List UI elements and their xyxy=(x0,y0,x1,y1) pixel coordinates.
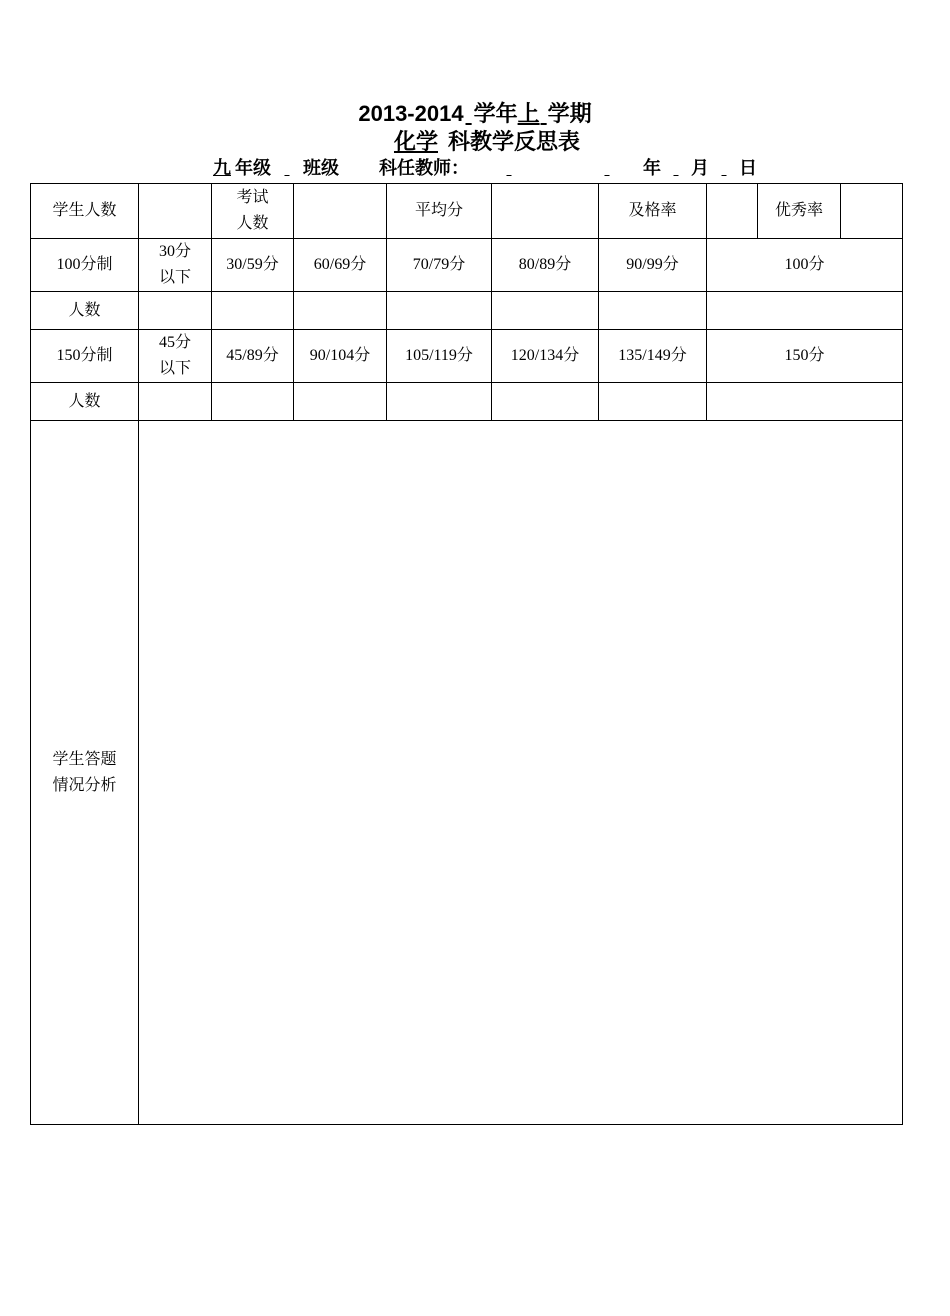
range-100-cell: 30/59分 xyxy=(212,239,294,292)
count-150-input[interactable] xyxy=(492,383,599,421)
count-150-input[interactable] xyxy=(139,383,212,421)
excellent-rate-label: 优秀率 xyxy=(757,184,841,238)
term-field[interactable]: 上 xyxy=(517,101,540,126)
grade-field[interactable]: 九 xyxy=(213,158,231,178)
teacher-field[interactable] xyxy=(469,156,549,180)
class-field[interactable] xyxy=(271,156,303,180)
month-field[interactable] xyxy=(661,156,691,180)
range-150-cell: 120/134分 xyxy=(492,330,599,383)
excellent-rate-value[interactable] xyxy=(841,184,902,238)
average-value[interactable] xyxy=(492,184,599,239)
count-150-row xyxy=(31,383,903,421)
range-100-cell: 70/79分 xyxy=(387,239,492,292)
count-150-input[interactable] xyxy=(294,383,387,421)
analysis-textarea[interactable] xyxy=(139,421,903,1125)
count-150-input[interactable] xyxy=(707,383,903,421)
year-field[interactable] xyxy=(571,156,643,180)
analysis-label: 学生答题 情况分析 xyxy=(31,421,139,1125)
exam-count-value[interactable] xyxy=(294,184,387,239)
reflection-table xyxy=(30,183,903,1125)
average-label: 平均分 xyxy=(387,184,492,239)
range-150-cell: 135/149分 xyxy=(599,330,707,383)
scale-100-label: 100分制 xyxy=(31,239,139,292)
count-150-input[interactable] xyxy=(599,383,707,421)
count-100-label: 人数 xyxy=(31,292,139,330)
range-100-cell: 100分 xyxy=(707,239,903,292)
count-100-input[interactable] xyxy=(599,292,707,330)
count-150-input[interactable] xyxy=(212,383,294,421)
year-range: 2013-2014 xyxy=(358,101,464,126)
subject-field[interactable]: 化学 xyxy=(393,129,438,154)
student-count-value[interactable] xyxy=(139,184,212,239)
pass-rate-value[interactable] xyxy=(707,184,757,238)
count-100-input[interactable] xyxy=(492,292,599,330)
range-100-cell: 30分 以下 xyxy=(139,239,212,292)
count-150-input[interactable] xyxy=(387,383,492,421)
form-info-line: 九 年级 班级 科任教师： 年 月 日 xyxy=(0,156,950,180)
range-150-cell: 45/89分 xyxy=(212,330,294,383)
range-150-cell: 150分 xyxy=(707,330,903,383)
exam-count-label: 考试 人数 xyxy=(212,184,294,239)
pass-rate-label: 及格率 xyxy=(599,184,707,239)
range-150-cell: 45分 以下 xyxy=(139,330,212,383)
count-150-label: 人数 xyxy=(31,383,139,421)
range-100-cell: 60/69分 xyxy=(294,239,387,292)
count-100-input[interactable] xyxy=(294,292,387,330)
count-100-input[interactable] xyxy=(139,292,212,330)
count-100-input[interactable] xyxy=(387,292,492,330)
summary-row xyxy=(31,184,903,239)
count-100-input[interactable] xyxy=(212,292,294,330)
scale-150-label: 150分制 xyxy=(31,330,139,383)
title-block xyxy=(0,100,950,180)
day-field[interactable] xyxy=(709,156,739,180)
range-100-cell: 80/89分 xyxy=(492,239,599,292)
score-range-150-row xyxy=(31,330,903,383)
student-count-label: 学生人数 xyxy=(31,184,139,239)
range-150-cell: 90/104分 xyxy=(294,330,387,383)
form-subtitle: 化学 科教学反思表 xyxy=(0,128,950,156)
range-100-cell: 90/99分 xyxy=(599,239,707,292)
form-title: 2013-2014 学年上 学期 xyxy=(358,101,592,126)
range-150-cell: 105/119分 xyxy=(387,330,492,383)
score-range-100-row xyxy=(31,239,903,292)
count-100-row xyxy=(31,292,903,330)
teacher-label: 科任教师： xyxy=(379,158,469,178)
pass-excellent-cell xyxy=(707,184,903,239)
analysis-row xyxy=(31,421,903,1125)
count-100-input[interactable] xyxy=(707,292,903,330)
